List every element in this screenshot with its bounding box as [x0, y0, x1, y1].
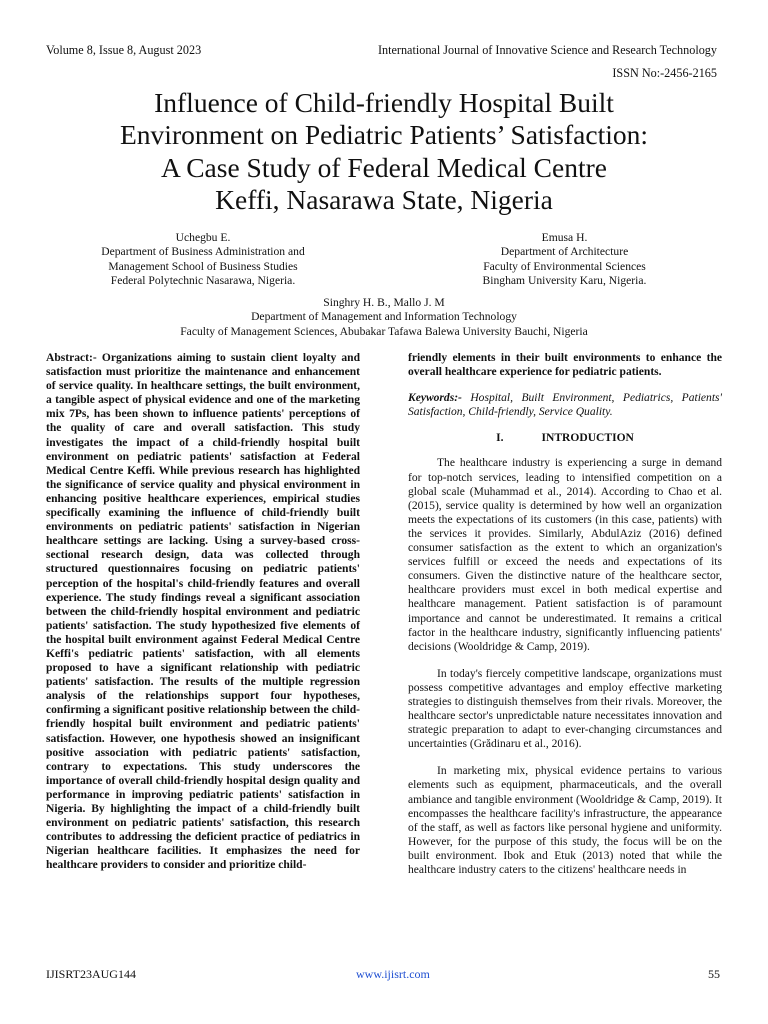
paper-title — [40, 87, 728, 216]
keywords — [408, 391, 722, 419]
footer-website-link[interactable]: www.ijisrt.com — [356, 967, 430, 981]
title-line: A Case Study of Federal Medical Centre — [160, 151, 607, 183]
header-issn: ISSN No:-2456-2165 — [612, 66, 717, 80]
header-volume: Volume 8, Issue 8, August 2023 — [46, 43, 202, 57]
author-affiliation: Department of Management and Information Technology — [251, 310, 517, 324]
title-line: Environment on Pediatric Patients’ Satisfaction: — [120, 119, 648, 151]
abstract-label: Abstract:- — [46, 352, 97, 364]
author-affiliation: Federal Polytechnic Nasarawa, Nigeria. — [110, 274, 296, 288]
author-block-uchegbu — [75, 231, 331, 289]
author-affiliation: Management School of Business Studies — [108, 259, 298, 273]
section-heading-introduction — [408, 431, 722, 445]
abstract-paragraph — [46, 351, 360, 872]
header-journal-name: International Journal of Innovative Science and Research Technology — [377, 43, 717, 57]
intro-paragraph-1: The healthcare industry is experiencing a surge in demand for top-notch services, leading to intensified competition on a global scale (Muhammad et al., 2014). According to Chao et al. (2015), service quality is determined by how well an organization meets the expectations of its customers (in this case, patients) with the services it provides. Similarly, AbdulAziz (2016) defined consumer satisfaction as the extent to which an organization's services fulfill or exceed the needs and expectations of its consumers. Given the distinctive nature of the healthcare sector, healthcare providers must excel in both medical expertise and healthcare management. Patient satisfaction is of paramount importance and cannot be underestimated. It remains a critical factor in the healthcare industry, significantly influencing patients' decisions (Wooldridge & Camp, 2019). — [408, 457, 722, 653]
abstract-continuation: friendly elements in their built environments to enhance the overall healthcare experience for pediatric patients. — [408, 352, 722, 379]
intro-paragraph-3: In marketing mix, physical evidence pertains to various elements such as equipment, pharmaceuticals, and the overall ambiance and tangible environment (Wooldridge & Camp, 2019). It encompasses the healthcare facility's infrastructure, the appearance of the staff, as well as factors like personal hygiene and uniformity. However, for the purpose of this study, the focus will be on the built environment. Ibok and Etuk (2013) noted that while the healthcare industry caters to the citizens' healthcare needs in — [408, 765, 722, 876]
author-name: Singhry H. B., Mallo J. M — [323, 296, 445, 309]
author-block-emusa — [448, 231, 681, 289]
author-affiliation: Faculty of Environmental Sciences — [483, 259, 646, 273]
abstract-text: Organizations aiming to sustain client loyalty and satisfaction must prioritize the maintenance and enhancement of service quality. In healthcare settings, the built environment, a tangible aspect of physical evidence and one of the marketing mix 7Ps, has been shown to influence patients' perceptions of the quality of care and overall satisfaction. This study investigates the impact of a child-friendly hospital built environment on pediatric patients' satisfaction at Federal Medical Centre Keffi. While previous research has highlighted the significance of service quality and physical environment in enhancing positive healthcare experiences, empirical studies specifically examining the influence of child-friendly built environments on pediatric patients' satisfaction in Nigerian healthcare settings are lacking. Using a survey-based cross-sectional research design, data was collected through structured questionnaires focusing on pediatric patients' perception of the hospital's child-friendly features and overall experience. The study findings reveal a significant association between the child-friendly hospital environment and pediatric patients' satisfaction. The study hypothesized five elements of the hospital built environment against Federal Medical Centre Keffi's pediatric patients' satisfaction, with all elements proposed to have a significant relationship with pediatric patients' satisfaction. The results of the multiple regression analysis of the relationships support four hypotheses, confirming a significant positive relationship between the child-friendly hospital built environment and pediatric patients' satisfaction. However, one hypothesis showed an insignificant positive association with pediatric patients' satisfaction, contrary to expectations. This study underscores the importance of overall child-friendly hospital design quality and performance in improving pediatric patients' satisfaction in Nigeria. By highlighting the impact of a child-friendly built environment on pediatric patients' satisfaction, this research contributes to addressing the deficient practice of pediatrics in Nigerian healthcare facilities. It emphasizes the need for healthcare providers to consider and prioritize child- — [46, 352, 361, 872]
footer-page-number: 55 — [708, 967, 720, 981]
author-name: Emusa H. — [541, 231, 588, 244]
title-line: Influence of Child-friendly Hospital Built — [154, 87, 614, 118]
right-column — [408, 351, 722, 890]
section-title: INTRODUCTION — [541, 432, 634, 445]
author-affiliation: Department of Architecture — [500, 245, 629, 259]
intro-paragraph-2: In today's fiercely competitive landscape, organizations must possess competitive advantages and employ effective marketing strategies to distinguish themselves from their rivals. Moreover, the healthcare sector's unpredictable nature necessitates innovation and strategic preparation to adapt to ever-changing circumstances and uncertainties (Grădinaru et al., 2016). — [408, 667, 722, 751]
keywords-text: Hospital, Built Environment, Pediatrics, Patients' Satisfaction, Child-friendly, Service Quality. — [408, 392, 722, 419]
author-affiliation: Faculty of Management Sciences, Abubakar Tafawa Balewa University Bauchi, Nigeria — [180, 324, 588, 338]
author-name: Uchegbu E. — [175, 231, 231, 244]
abstract-column — [46, 351, 360, 872]
keywords-label: Keywords:- — [408, 392, 462, 405]
section-number: I. — [496, 432, 504, 445]
footer-paper-id: IJISRT23AUG144 — [46, 967, 136, 981]
author-block-singhry-mallo — [80, 296, 688, 339]
title-line: Keffi, Nasarawa State, Nigeria — [215, 183, 553, 215]
author-affiliation: Department of Business Administration and — [101, 245, 305, 259]
author-affiliation: Bingham University Karu, Nigeria. — [482, 274, 647, 288]
